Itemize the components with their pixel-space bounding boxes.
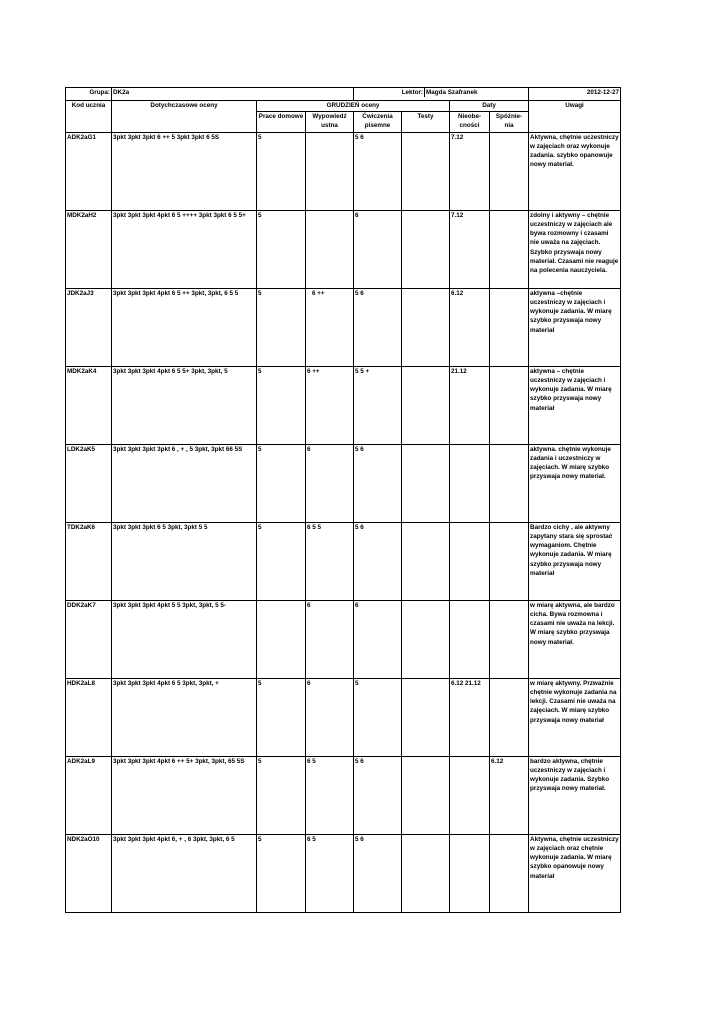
student-tests: [402, 601, 450, 679]
student-code: NDK2aO10: [66, 835, 112, 913]
student-homework: 5: [257, 367, 306, 445]
column-header-row-1: [66, 101, 621, 112]
col-oral-header: Wypowiedź ustna: [306, 112, 354, 133]
student-late: [490, 367, 529, 445]
student-grades: 3pkt 3pkt 3pkt 4pkt 6 5 ++++ 3pkt 3pkt 6 5 5+: [112, 211, 257, 289]
student-homework: 5: [257, 523, 306, 601]
student-absences: [450, 757, 490, 835]
student-code: DDK2aK7: [66, 601, 112, 679]
student-oral: 6 ++: [306, 367, 354, 445]
student-homework: 5: [257, 679, 306, 757]
table-row: [66, 289, 621, 367]
student-code: ADK2aL9: [66, 757, 112, 835]
student-tests: [402, 133, 450, 211]
student-tests: [402, 367, 450, 445]
student-code: JDK2aJ3: [66, 289, 112, 367]
student-homework: 5: [257, 445, 306, 523]
student-code: HDK2aL8: [66, 679, 112, 757]
student-oral: 6: [306, 601, 354, 679]
student-notes: Aktywna, chętnie uczestniczy w zajęciach oraz chętnie wykonuje zadania. W miarę szybko opanowuje nowy materiał: [529, 835, 621, 913]
table-row: [66, 523, 621, 601]
student-notes: bardzo aktywna, chętnie uczestniczy w zajęciach i wykonuje zadania. Szybko przyswaja nowy materiał.: [529, 757, 621, 835]
student-notes: Aktywna, chętnie uczestniczy w zajęciach oraz wykonuje zadania. szybko opanowuje nowy materiał.: [529, 133, 621, 211]
student-oral: 6: [306, 445, 354, 523]
student-absences: [450, 523, 490, 601]
student-notes: aktywna –chętnie uczestniczy w zajęciach i wykonuje zadania. W miarę szybko przyswaja nowy materiał: [529, 289, 621, 367]
lecturer-cell: [354, 88, 529, 101]
student-late: [490, 211, 529, 289]
student-late: [490, 289, 529, 367]
student-grades: 3pkt 3pkt 3pkt 6 ++ 5 3pkt 3pkt 6 5S: [112, 133, 257, 211]
student-notes: Bardzo cichy , ale aktywny zapytany stara się sprostać wymaganiom. Chętnie wykonuje zadania. W miarę szybko przyswaja nowy materiał: [529, 523, 621, 601]
student-absences: 6.12 21.12: [450, 679, 490, 757]
student-oral: [306, 133, 354, 211]
student-tests: [402, 835, 450, 913]
col-absences-header: Nieobe- cności: [450, 112, 490, 133]
student-notes: w miarę aktywny. Przważnie chętnie wykonuje zadania na lekcji. Czasami nie uważa na zajęciach. W miarę szybko przyswaja nowy materiał: [529, 679, 621, 757]
student-written: 5 6: [354, 835, 402, 913]
student-grades: 3pkt 3pkt 3pkt 4pkt 6 5 ++ 3pkt, 3pkt, 6 5 5: [112, 289, 257, 367]
student-grades: 3pkt 3pkt 3pkt 4pkt 6 5 3pkt, 3pkt, +: [112, 679, 257, 757]
student-code: MDK2aH2: [66, 211, 112, 289]
col-homework-header: Prace domowe: [257, 112, 306, 133]
student-written: 5 6: [354, 445, 402, 523]
sheet-header-row: [66, 88, 621, 101]
student-oral: 6 5 5: [306, 523, 354, 601]
student-oral: 6 5: [306, 757, 354, 835]
student-late: [490, 835, 529, 913]
student-tests: [402, 289, 450, 367]
group-value: DK2a: [112, 88, 354, 101]
table-row: [66, 445, 621, 523]
col-grades-header: Dotychczasowe oceny: [112, 101, 257, 133]
student-grades: 3pkt 3pkt 3pkt 6 5 3pkt, 3pkt 5 5: [112, 523, 257, 601]
student-absences: 7.12: [450, 211, 490, 289]
student-late: [490, 445, 529, 523]
table-row: [66, 757, 621, 835]
student-late: [490, 679, 529, 757]
student-oral: 6: [306, 679, 354, 757]
student-tests: [402, 211, 450, 289]
student-code: LDK2aK5: [66, 445, 112, 523]
student-absences: 21.12: [450, 367, 490, 445]
student-grades: 3pkt 3pkt 3pkt 4pkt 6 ++ 5+ 3pkt, 3pkt, 65 5S: [112, 757, 257, 835]
student-absences: [450, 601, 490, 679]
student-late: 6.12: [490, 757, 529, 835]
student-written: 5 6: [354, 757, 402, 835]
group-label: Grupa:: [66, 88, 112, 101]
student-written: 5 6: [354, 289, 402, 367]
table-row: [66, 133, 621, 211]
student-notes: aktywna – chętnie uczestniczy w zajęciach i wykonuje zadania. W miarę szybko przyswaja nowy materiał: [529, 367, 621, 445]
student-late: [490, 133, 529, 211]
grades-sheet: [65, 87, 621, 913]
student-homework: [257, 601, 306, 679]
table-row: [66, 679, 621, 757]
col-notes-header: Uwagi: [529, 101, 621, 133]
student-written: 5 5 +: [354, 367, 402, 445]
col-month-header: GRUDZIEŃ oceny: [257, 101, 450, 112]
student-late: [490, 523, 529, 601]
student-written: 5: [354, 679, 402, 757]
col-late-header: Spóźnie- nia: [490, 112, 529, 133]
student-grades: 3pkt 3pkt 3pkt 4pkt 6, + , 6 3pkt, 3pkt, 6 5: [112, 835, 257, 913]
student-notes: zdolny i aktywny – chętnie uczestniczy w zajęciach ale bywa rozmowny i czasami nie uważa na zajęciach. Szybko przyswaja nowy materiał. Czasami nie reaguje na polecenia nauczyciela.: [529, 211, 621, 289]
lecturer-label: Lektor:: [355, 88, 425, 97]
student-late: [490, 601, 529, 679]
student-code: ADK2aG1: [66, 133, 112, 211]
student-oral: [306, 211, 354, 289]
table-row: [66, 601, 621, 679]
table-row: [66, 367, 621, 445]
student-notes: aktywna. chętnie wykonuje zadania i uczestniczy w zajęciach. W miarę szybko przyswaja nowy materiał.: [529, 445, 621, 523]
student-absences: 6.12: [450, 289, 490, 367]
col-written-header: Ćwiczenia pisemne: [354, 112, 402, 133]
student-grades: 3pkt 3pkt 3pkt 4pkt 5 5 3pkt, 3pkt, 5 5-: [112, 601, 257, 679]
student-homework: 5: [257, 133, 306, 211]
student-oral: 6 5: [306, 835, 354, 913]
student-code: MDK2aK4: [66, 367, 112, 445]
student-written: 6: [354, 601, 402, 679]
student-absences: [450, 835, 490, 913]
student-homework: 5: [257, 757, 306, 835]
student-homework: 5: [257, 211, 306, 289]
student-code: TDK2aK6: [66, 523, 112, 601]
lecturer-value: Magda Szafranek: [426, 89, 478, 96]
student-grades: 3pkt 3pkt 3pkt 4pkt 6 5 5+ 3pkt, 3pkt, 5: [112, 367, 257, 445]
student-homework: 5: [257, 835, 306, 913]
col-tests-header: Testy: [402, 112, 450, 133]
student-absences: [450, 445, 490, 523]
student-notes: w miarę aktywna, ale bardzo cicha. Bywa rozmowna i czasami nie uważa na lekcji. W miarę szybko przyswaja nowy materiał.: [529, 601, 621, 679]
student-written: 5 6: [354, 523, 402, 601]
student-oral: 6 ++: [306, 289, 354, 367]
student-written: 6: [354, 211, 402, 289]
table-row: [66, 835, 621, 913]
table-row: [66, 211, 621, 289]
student-written: 5 6: [354, 133, 402, 211]
student-homework: 5: [257, 289, 306, 367]
student-tests: [402, 757, 450, 835]
student-grades: 3pkt 3pkt 3pkt 3pkt 6 , + , 5 3pkt, 3pkt 66 5S: [112, 445, 257, 523]
col-code-header: Kod ucznia: [66, 101, 112, 133]
student-absences: 7.12: [450, 133, 490, 211]
student-tests: [402, 523, 450, 601]
col-dates-header: Daty: [450, 101, 529, 112]
student-tests: [402, 445, 450, 523]
student-tests: [402, 679, 450, 757]
sheet-date: 2012-12-27: [529, 88, 621, 101]
